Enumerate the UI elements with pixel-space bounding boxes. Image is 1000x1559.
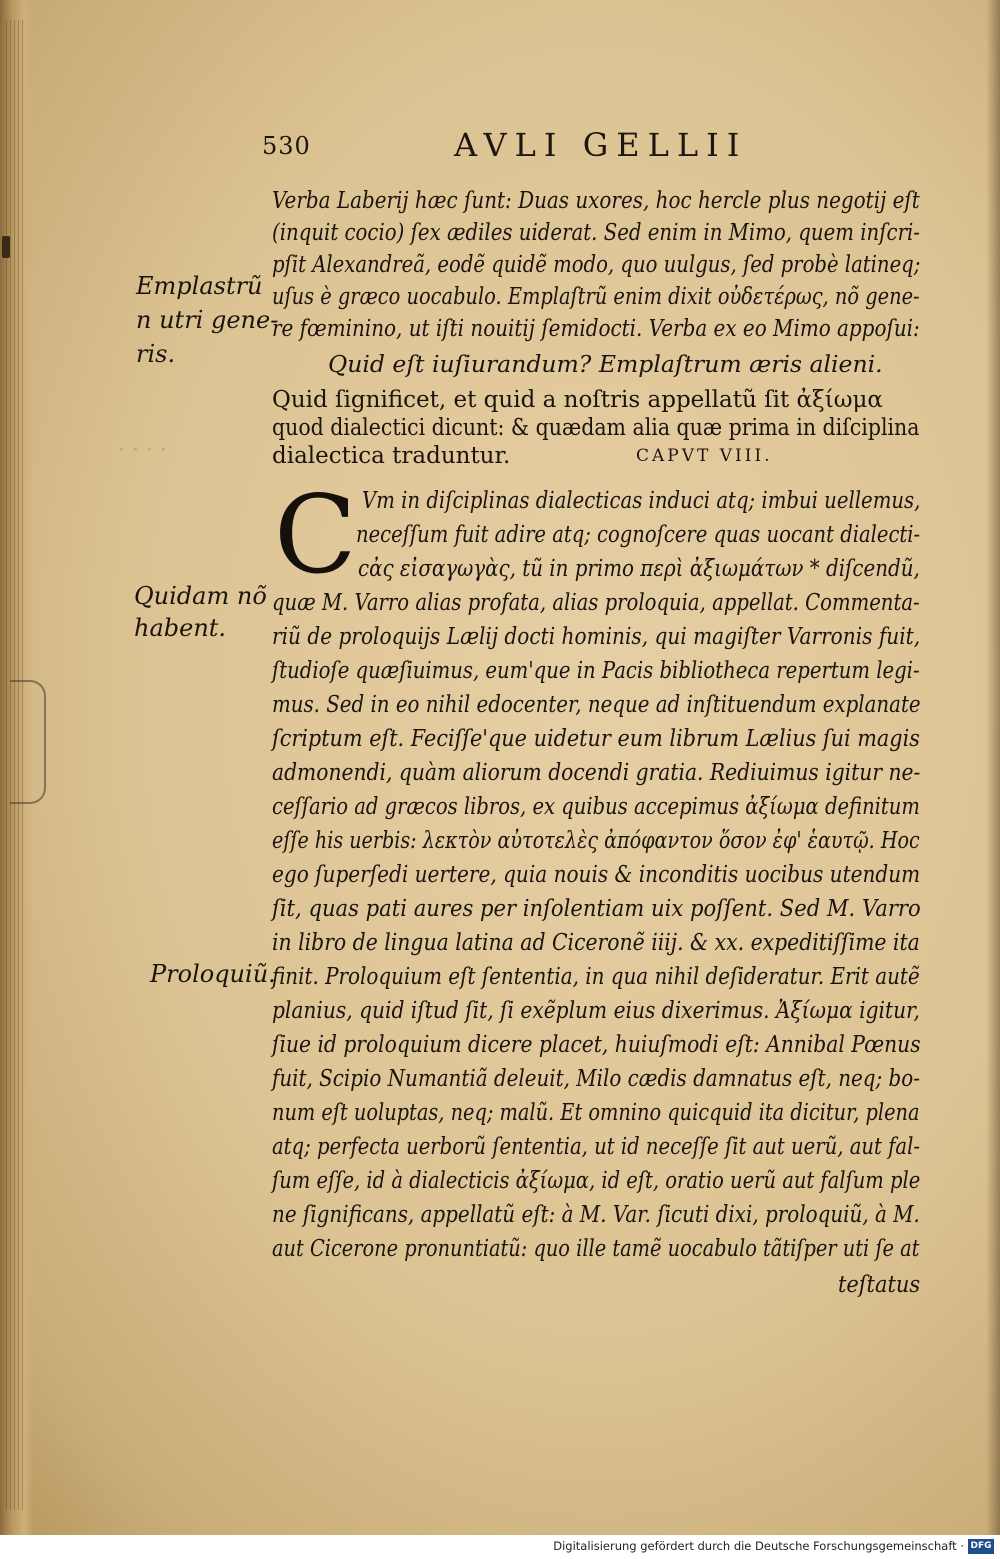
funding-credit: Digitalisierung gefördert durch die Deutsche Forschungsgemeinschaft · <box>553 1539 964 1553</box>
page-number: 530 <box>262 132 311 160</box>
text-line: ſit, quas pati aures per inſolentiam uix poſſent. Sed M. Varro <box>272 894 921 922</box>
text-line: num eſt uoluptas, neq; malũ. Et omnino quicquid ita dicitur, plena <box>272 1098 920 1126</box>
text-line: cἀς εἰσαγωγὰς, tũ in primo περὶ ἀξιωμάτων * diſcendũ, <box>358 554 920 582</box>
text-line: neceſſum fuit adire atq; cognoſcere quas uocant dialecti- <box>356 520 921 548</box>
margin-note: habent. <box>134 614 227 642</box>
chapter-heading-line: Quid ſignificet, et quid a noſtris appellatũ ſit ἀξίωμα <box>272 387 883 413</box>
margin-note: ris. <box>136 340 176 368</box>
chapter-number: CAPVT VIII. <box>636 446 773 466</box>
text-line: eſſe his uerbis: λεκτὸν αὐτοτελὲς ἀπόφαντον ὅσον ἐφ' ἑαυτῷ. Hoc <box>272 826 920 854</box>
text-line: atq; perfecta uerborũ ſententia, ut id neceſſe ſit aut uerũ, aut fal- <box>272 1132 920 1160</box>
gutter-shadow <box>986 0 1000 1535</box>
text-line: ſiue id proloquium dicere placet, huiuſmodi eſt: Annibal Pœnus <box>272 1030 921 1058</box>
text-line: ceſſario ad græcos libros, ex quibus accepimus ἀξίωμα definitum <box>272 792 920 820</box>
text-line: Quid eſt iuſiurandum? Emplaſtrum æris alieni. <box>328 350 883 378</box>
text-line: ego ſuperſedi uertere, quia nouis & inconditis uocibus utendum <box>272 860 921 888</box>
footer-bar <box>0 1535 1000 1559</box>
text-line: ſtudioſe quæſiuimus, eum'que in Pacis bibliotheca repertum legi- <box>272 656 920 684</box>
dfg-logo: DFG <box>968 1539 994 1554</box>
text-line: finit. Proloquium eſt ſententia, in qua nihil deſideratur. Erit autẽ <box>272 962 920 990</box>
text-line: uſus è græco uocabulo. Emplaſtrũ enim dixit οὐδετέρως, nõ gene- <box>272 282 920 310</box>
margin-note: Proloquiũ. <box>150 960 276 988</box>
page-header <box>262 122 942 172</box>
text-line: Verba Laberij hæc ſunt: Duas uxores, hoc hercle plus negotij eſt <box>272 186 920 214</box>
text-line: pſit Alexandreã, eodẽ quidẽ modo, quo uulgus, ſed probè latineq; <box>272 250 921 278</box>
text-line: riũ de proloquijs Lælij docti hominis, qui magiſter Varronis fuit, <box>272 622 921 650</box>
text-line: mus. Sed in eo nihil edocenter, neque ad inſtituendum explanate <box>272 690 921 718</box>
margin-note: Quidam nõ <box>134 582 267 610</box>
text-line: fuit, Scipio Numantiã deleuit, Milo cædis damnatus eſt, neq; bo- <box>272 1064 920 1092</box>
catchword: teſtatus <box>838 1270 921 1298</box>
text-line: aut Cicerone pronuntiatũ: quo ille tamẽ uocabulo tãtiſper uti ſe at <box>272 1234 920 1262</box>
binding-strap <box>10 680 46 804</box>
text-line: admonendi, quàm aliorum docendi gratia. Rediuimus igitur ne- <box>272 758 921 786</box>
running-head: AVLI GELLII <box>454 126 748 164</box>
margin-note: Emplastrũ <box>136 272 263 300</box>
text-line: ſum eſſe, id à dialecticis ἀξίωμα, id eſt, oratio uerũ aut falſum ple <box>272 1166 921 1194</box>
drop-cap: C <box>274 473 357 598</box>
text-line: quæ M. Varro alias profata, alias proloquia, appellat. Commenta- <box>272 588 920 616</box>
text-line: ſcriptum eſt. Feciſſe'que uidetur eum librum Lælius ſui magis <box>272 724 920 752</box>
text-line: planius, quid iſtud ſit, ſi exẽplum eius dixerimus. Ἀξίωμα igitur, <box>272 996 920 1024</box>
bleed-through-text: · · · · <box>118 438 167 463</box>
text-line: ne ſignificans, appellatũ eſt: à M. Var. ſicuti dixi, proloquiũ, à M. <box>272 1200 920 1228</box>
text-line: re fœminino, ut iſti nouitij ſemidocti. Verba ex eo Mimo appoſui: <box>272 314 920 342</box>
text-line: in libro de lingua latina ad Ciceronẽ iiij. & xx. expeditiſſime ita <box>272 928 920 956</box>
chapter-heading-line: dialectica traduntur. <box>272 443 511 469</box>
text-line: Vm in diſciplinas dialecticas induci atq; imbui uellemus, <box>362 486 921 514</box>
bookmark-tab <box>2 236 10 258</box>
text-line: (inquit cocio) ſex ædiles uiderat. Sed enim in Mimo, quem inſcri- <box>272 218 920 246</box>
chapter-heading-line: quod dialectici dicunt: & quædam alia quæ prima in diſciplina <box>272 415 920 441</box>
margin-note: n utri gene- <box>136 306 279 334</box>
